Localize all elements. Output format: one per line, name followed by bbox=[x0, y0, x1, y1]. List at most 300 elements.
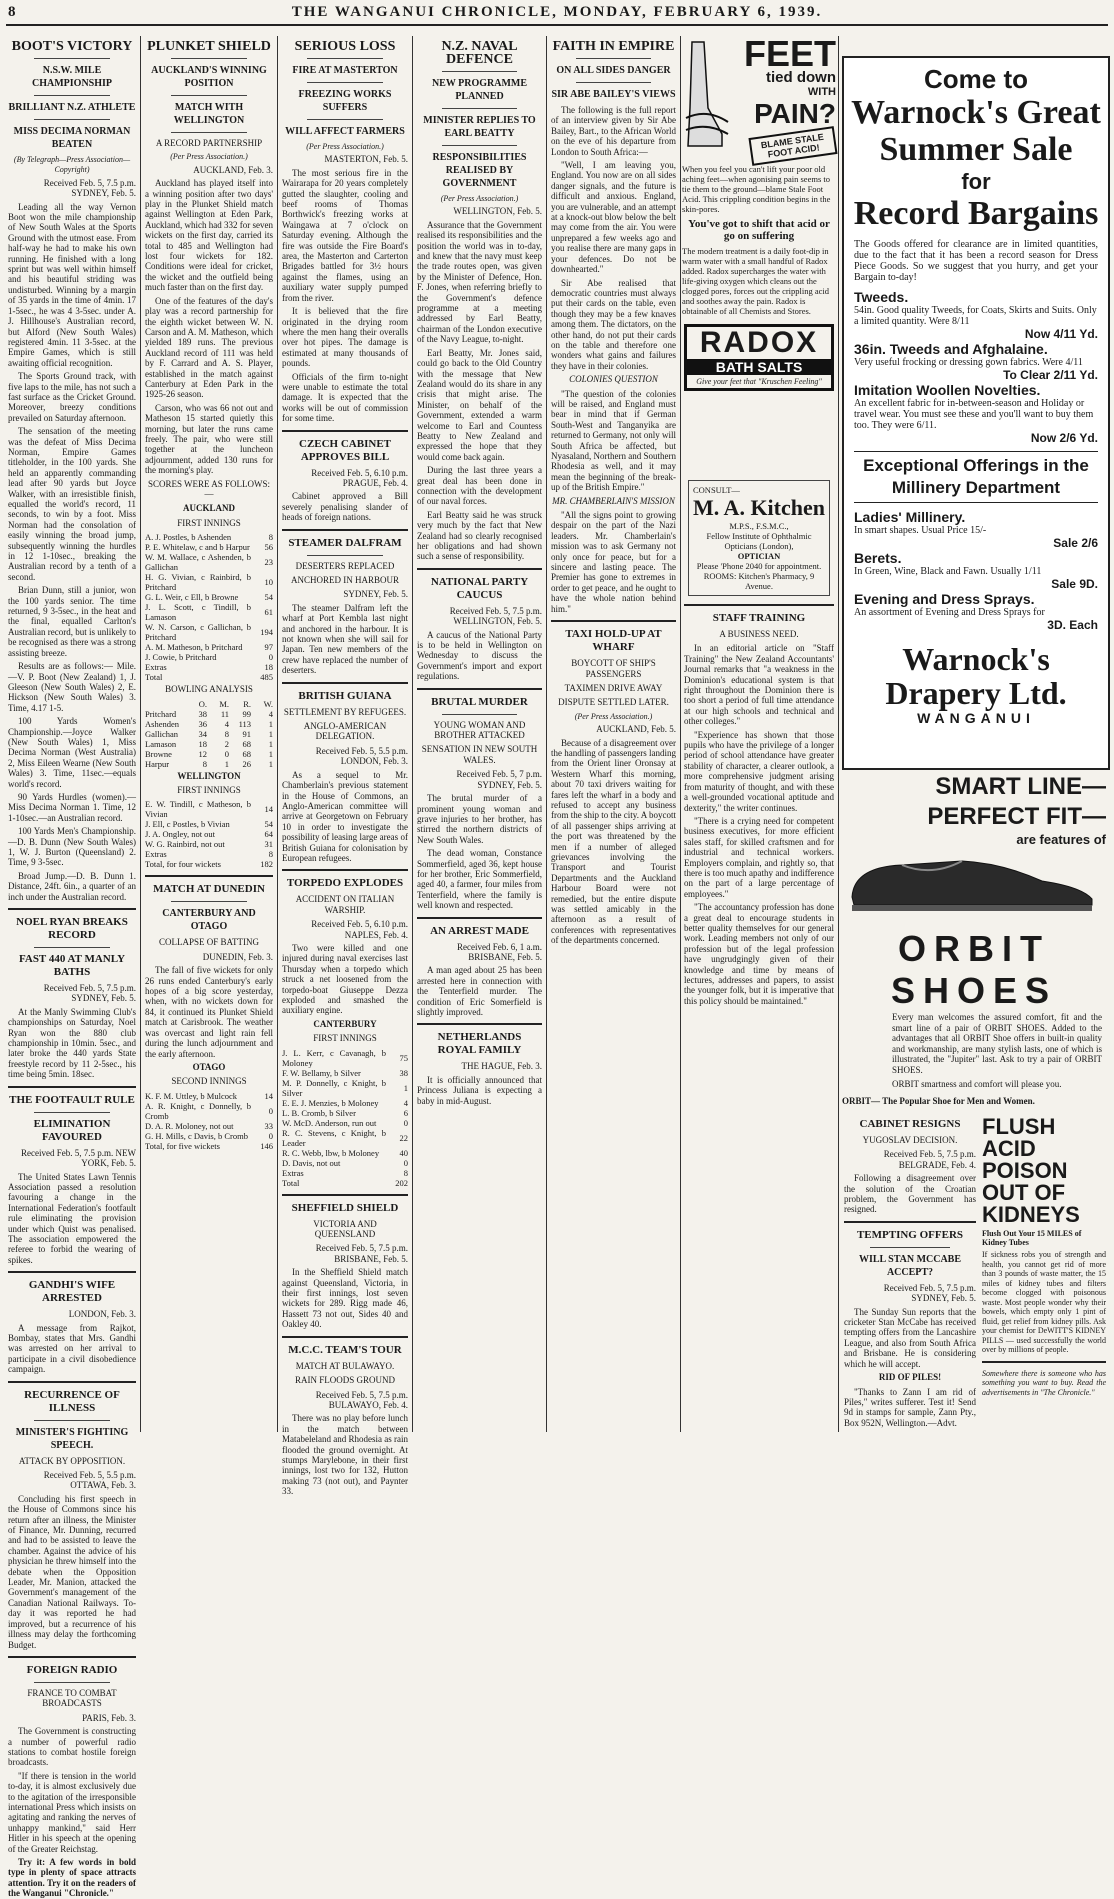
divider bbox=[282, 682, 408, 684]
subheadline: ATTACK BY OPPOSITION. bbox=[18, 1455, 126, 1466]
subheadline: ANCHORED IN HARBOUR bbox=[290, 575, 399, 585]
total-label: Total bbox=[145, 672, 163, 683]
divider bbox=[34, 119, 111, 120]
score-value: 38 bbox=[399, 1067, 408, 1078]
sale-item-price: Sale 2/6 bbox=[1053, 536, 1098, 550]
scorecard-row bbox=[282, 1048, 408, 1068]
article-paragraph: 100 Yards Men's Championship.—D. B. Dunn (New South Wales) 1, W. J. Burton (Queensland) 2. Time, 9 3-5sec. bbox=[8, 826, 136, 868]
scorecard-row bbox=[145, 829, 273, 839]
article-paragraph: The United States Lawn Tennis Association passed a resolution favouring a change in the International Federation's footfault rule eliminating the provision under which Quist was penalised. The association empowered the referee to forbid the wearing of spikes. bbox=[8, 1171, 136, 1265]
advert-subheadline: Flush Out Your 15 MILES of Kidney Tubes bbox=[982, 1229, 1082, 1247]
headline: GANDHI'S WIFE ARRESTED bbox=[28, 1279, 116, 1305]
batsman-entry: G. L. Weir, c Ell, b Browne bbox=[145, 592, 239, 603]
radox-logo bbox=[684, 324, 834, 391]
radox-brand: RADOX bbox=[699, 326, 819, 359]
score-value: 22 bbox=[399, 1132, 408, 1143]
batting-scorecard bbox=[145, 532, 273, 672]
article-paragraph: Earl Beatty, Mr. Jones said, could go back to the Old Country with the message that New Zealand would do its share in any crisis that might arise. The Minister, on behalf of the Government, extended a warm welcome to Earl and Countess Beatty to New Zealand and expressed the hope that they would come back again. bbox=[417, 347, 542, 462]
credit-line: (By Telegraph—Press Association—Copyright) bbox=[13, 155, 131, 175]
score-value: 75 bbox=[399, 1052, 408, 1063]
batsman-entry: H. G. Vivian, c Rainbird, b Pritchard bbox=[145, 572, 251, 593]
scorecard-row bbox=[145, 839, 273, 849]
divider bbox=[844, 1221, 976, 1223]
sale-item-list bbox=[844, 289, 1108, 445]
divider bbox=[307, 555, 383, 556]
subheadline: FAST 440 AT MANLY BATHS bbox=[18, 953, 126, 979]
brand-name: ORBIT SHOES bbox=[890, 928, 1058, 1011]
subheadline: CANTERBURY AND OTAGO bbox=[162, 908, 256, 933]
batsman-entry: Extras bbox=[145, 849, 167, 860]
sale-item-list bbox=[844, 509, 1108, 632]
credit-line: (Per Press Association.) bbox=[170, 152, 248, 162]
subheadline: RAIN FLOODS GROUND bbox=[294, 1375, 395, 1386]
subheadline: YUGOSLAV DECISION. bbox=[862, 1135, 958, 1145]
divider bbox=[576, 82, 651, 83]
score-value: 64 bbox=[264, 829, 273, 840]
sale-item-title: Imitation Woollen Novelties. bbox=[854, 382, 1041, 398]
sale-item-description: Very useful frocking or dressing gown fabrics. Were 4/11 bbox=[854, 357, 1083, 368]
divider bbox=[307, 82, 383, 83]
bowler-name: Lamason bbox=[145, 738, 177, 749]
batsman-entry: M. P. Donnelly, c Knight, b Silver bbox=[282, 1077, 386, 1098]
batsman-entry: J. Cowie, b Pritchard bbox=[145, 652, 217, 663]
advert-headline: Warnock's Great bbox=[851, 94, 1101, 131]
scorecard-row bbox=[145, 739, 273, 749]
divider bbox=[171, 901, 248, 902]
column-header: O. bbox=[198, 698, 207, 709]
divider bbox=[551, 620, 676, 622]
house-advert: Try it: A few words in bold type in plenty of space attracts attention. Try it on the readers of the Wanganui "Chronicle." bbox=[8, 1857, 136, 1899]
divider bbox=[171, 95, 248, 96]
score-value: 68 bbox=[242, 748, 251, 759]
score-value: 31 bbox=[264, 839, 273, 850]
column-7 bbox=[844, 1116, 976, 1432]
advert-text: OPTICIAN bbox=[737, 551, 781, 561]
bowler-name: Ashenden bbox=[145, 718, 179, 729]
scorecard-total-row bbox=[145, 672, 273, 682]
subheadline: TAXIMEN DRIVE AWAY bbox=[564, 682, 663, 693]
innings-label: FIRST INNINGS bbox=[177, 517, 241, 528]
innings-label: FIRST INNINGS bbox=[177, 785, 241, 796]
scorecard-row bbox=[145, 622, 273, 642]
score-value: 18 bbox=[198, 738, 207, 749]
dateline: Received Feb. 5, 6.10 p.m. PRAGUE, Feb. 4. bbox=[311, 467, 408, 488]
score-value: 14 bbox=[264, 1090, 273, 1101]
scorecard-total-row bbox=[145, 859, 273, 869]
subheadline: A RECORD PARTNERSHIP bbox=[155, 138, 263, 148]
sale-item-price: Now 4/11 Yd. bbox=[1024, 327, 1098, 341]
article-paragraph: "All the signs point to growing despair on the part of the Nazi leaders. Mr. Chamberlain's mission was to ask Germany not only once for peace, but for a sincere and lasting peace. The Premier has gone to extremes in order to get peace, and he ought to have the whole nation behind him." bbox=[551, 510, 676, 614]
dateline: Received Feb. 6, 1 a.m. BRISBANE, Feb. 5. bbox=[457, 941, 542, 962]
headline: NATIONAL PARTY CAUCUS bbox=[430, 575, 529, 601]
article-paragraph: "The accountancy profession has done a great deal to encourage students in better quality themselves for our general work. Leading members not only of our profession but of the legal profession have ungrudgingly given of their knowledge and time by means of lectures, addresses and papers, to assist the younger folk, but it is imperative that this policy should be maintained." bbox=[684, 902, 834, 1006]
scorecard-row bbox=[282, 1068, 408, 1078]
scorecard-row bbox=[282, 1168, 408, 1178]
warnock-sale-advert bbox=[842, 56, 1110, 770]
dateline: Received Feb. 5, 7.5 p.m. BULAWAYO, Feb. 4. bbox=[315, 1389, 408, 1410]
score-value: 34 bbox=[198, 728, 207, 739]
advert-headline: SMART LINE— bbox=[935, 773, 1106, 800]
article-paragraph: During the last three years a great deal has been done in connection with the development of our naval forces. bbox=[417, 465, 542, 507]
divider bbox=[8, 1271, 136, 1273]
batsman-entry: W. N. Carson, c Gallichan, b Pritchard bbox=[145, 622, 251, 643]
article-paragraph: As a sequel to Mr. Chamberlain's previous statement in the House of Commons, an Anglo-American committee will arrive at Georgetown on February 10 in order to investigate the possibility of leasing large areas of British Guiana for colonisation by European refugees. bbox=[282, 769, 408, 863]
article-paragraph: A message from Rajkot, Bombay, states that Mrs. Gandhi was arrested on her arrival to participate in a civil disobedience campaign. bbox=[8, 1322, 136, 1375]
article-paragraph: The following is the full report of an interview given by Sir Abe Bailey, Bart., to the African World on the eve of his departure from London to South Africa:— bbox=[551, 105, 676, 157]
article-paragraph: Leading all the way Vernon Boot won the mile championship of New South Wales at the Sports Ground with the utmost ease. From half-way he had to make his own running. He finished with a long sprint but was well within himself and his beautiful striding was undisturbed. Winning by a margin of 35 yards in the time of 4min. 17 1-5sec., he was 4 3-5sec. under A. J. Hillhouse's Australian record, but Alford (New South Wales) registered 4min. 11 3-5sec. at the Empire Games, which is still awaiting official recognition. bbox=[8, 201, 136, 368]
sale-item-description: An assortment of Evening and Dress Sprays for bbox=[854, 607, 1045, 618]
masthead bbox=[6, 4, 1108, 26]
headline: CZECH CABINET APPROVES BILL bbox=[299, 437, 391, 463]
divider bbox=[34, 947, 111, 948]
scorecard-row bbox=[282, 1158, 408, 1168]
subheadline: FREEZING WORKS SUFFERS bbox=[298, 89, 392, 113]
kitchen-optician-advert bbox=[688, 480, 830, 596]
column-rule bbox=[546, 36, 547, 1432]
dateline: MASTERTON, Feb. 5. bbox=[324, 154, 408, 165]
headline: STEAMER DALFRAM bbox=[288, 536, 402, 549]
scorecard-row bbox=[145, 652, 273, 662]
score-value: 12 bbox=[198, 748, 207, 759]
divider bbox=[171, 132, 248, 133]
column-header: R. bbox=[243, 698, 251, 709]
advert-headline: Record Bargains bbox=[853, 195, 1099, 232]
divider bbox=[417, 568, 542, 570]
headline: NETHERLANDS ROYAL FAMILY bbox=[437, 1031, 522, 1057]
subheadline: VICTORIA AND QUEENSLAND bbox=[313, 1218, 377, 1240]
section-heading: COLONIES QUESTION bbox=[569, 374, 658, 385]
subheadline: MATCH WITH WELLINGTON bbox=[173, 102, 245, 126]
column-4 bbox=[417, 38, 542, 1432]
subheadline: A BUSINESS NEED. bbox=[719, 629, 799, 639]
advert-text: CONSULT— bbox=[693, 485, 740, 495]
divider bbox=[282, 430, 408, 432]
column-rule bbox=[140, 36, 141, 1432]
subheadline: WILL AFFECT FARMERS bbox=[285, 126, 405, 137]
article-paragraph: Earl Beatty said he was struck very much by the fact that New Zealand had so clearly recognised her obligations and had shown such a sense of responsibility. bbox=[417, 509, 542, 562]
score-value: 91 bbox=[242, 728, 251, 739]
score-value: 11 bbox=[220, 708, 229, 719]
sale-item-title: Tweeds. bbox=[854, 289, 909, 305]
scorecard-row bbox=[145, 662, 273, 672]
article-paragraph: At the Manly Swimming Club's championships on Saturday, Noel Ryan won the 880 club championship in 10min. 5sec., and later broke the 440 yards State freestyle record by 11 2-5sec., his time being 5min. 18sec. bbox=[8, 1006, 136, 1080]
headline: RECURRENCE OF ILLNESS bbox=[24, 1388, 120, 1414]
advert-copy: When you feel you can't lift your poor old aching feet—when agonising pain seems to tie them to the ground—blame Stale Foot Acid. This crippling condition begins in the skin-pores. bbox=[682, 164, 831, 214]
divider bbox=[307, 58, 383, 59]
batsman-entry: F. W. Bellamy, b Silver bbox=[282, 1067, 361, 1078]
shoe-illustration bbox=[842, 847, 1102, 917]
team-name: AUCKLAND bbox=[182, 503, 235, 514]
batsman-entry: R. C. Webb, lbw, b Moloney bbox=[282, 1147, 380, 1158]
total-value: 146 bbox=[260, 1140, 273, 1151]
batsman-entry: A. J. Postles, b Ashenden bbox=[145, 532, 232, 543]
column-3 bbox=[282, 38, 408, 1497]
article-paragraph: "Thanks to Zann I am rid of Piles," writes sufferer. Test it! Send 9d in stamps for sample, Zann Pty., Box 952N, Wellington.—Advt. bbox=[844, 1386, 976, 1428]
advert-headline: FLUSH ACID POISON OUT OF KIDNEYS bbox=[982, 1114, 1080, 1227]
subheadline: ON ALL SIDES DANGER bbox=[556, 65, 671, 76]
column-6 bbox=[684, 472, 834, 1432]
scorecard-row bbox=[145, 719, 273, 729]
credit-line: (Per Press Association.) bbox=[306, 142, 384, 151]
scorecard-total-row bbox=[145, 1141, 273, 1151]
score-value: 2 bbox=[224, 738, 229, 749]
subheadline: YOUNG WOMAN AND BROTHER ATTACKED bbox=[433, 719, 526, 741]
article-paragraph: Sir Abe realised that democratic countries must always put their cards on the table, even though they may be a few knaves among them. The dictators, on the other hand, do not put their cards on the table and therefore one wonders what gains and failures they have in their colonies. bbox=[551, 277, 676, 371]
headline: AN ARREST MADE bbox=[430, 924, 529, 937]
batsman-entry: R. C. Stevens, c Knight, b Leader bbox=[282, 1127, 386, 1148]
batting-scorecard bbox=[145, 1091, 273, 1141]
article-paragraph: The fall of five wickets for only 26 runs ended Canterbury's early hopes of a big score yesterday, when, with no wickets down for 84, it continued its Plunket Shield match at Carisbrook. The weather was overcast and light rain fell during the lunch adjournment and the early afternoon. bbox=[145, 965, 273, 1059]
score-value: 4 bbox=[403, 1097, 408, 1108]
dateline: Received Feb. 5, 5.5 p.m. OTTAWA, Feb. 3. bbox=[43, 1470, 136, 1491]
batsman-entry: J. A. Ongley, not out bbox=[145, 829, 216, 840]
divider bbox=[8, 1381, 136, 1383]
article-paragraph: The Government is constructing a number of powerful radio stations to combat hostile foreign broadcasts. bbox=[8, 1726, 136, 1768]
score-value: 8 bbox=[202, 758, 207, 769]
scorecard-row bbox=[145, 532, 273, 542]
sale-item-title: Berets. bbox=[854, 550, 902, 566]
article-paragraph: Because of a disagreement over the handling of passengers landing from the Orient liner Oronsay at Western Wharf this morning, about 70 taxi drivers waiting for fares left the wharf in a body and refused to accept any business from the ship to the city. A boycott of all passenger ships arriving at the port was threatened by the men if a number of alleged grievances involving the Transport and Tourist Departments and the Auckland Harbour Board were not remedied, but the entire dispute was settled amicably in the afternoon as a result of conferences with representatives of the departments concerned. bbox=[551, 737, 676, 946]
feet-headline: WITH bbox=[807, 86, 836, 98]
store-town: WANGANUI bbox=[917, 710, 1035, 726]
divider bbox=[417, 1023, 542, 1025]
divider bbox=[442, 145, 517, 146]
innings-label: FIRST INNINGS bbox=[313, 1033, 377, 1044]
newspaper-title: THE WANGANUI CHRONICLE, MONDAY, FEBRUARY 6, 1939. bbox=[291, 4, 823, 20]
scorecard-row bbox=[145, 602, 273, 622]
article-paragraph: "If there is tension in the world to-day, it is almost exclusively due to the agitation of the irresponsible international Press which insists on agitating and ranking the nerves of unhappy mankind," said Herr Hitler in his speech at the opening of the Greater Reichstag. bbox=[8, 1770, 136, 1854]
batsman-entry: E. E. J. Menzies, b Moloney bbox=[282, 1097, 379, 1108]
score-value: 97 bbox=[264, 642, 273, 653]
column-1 bbox=[8, 38, 136, 1899]
scorecard-row bbox=[145, 1091, 273, 1101]
batsman-entry: A. M. Matheson, b Pritchard bbox=[145, 642, 243, 653]
advert-copy: The Goods offered for clearance are in limited quantities, due to the fact that it has been a record season for Dress Piece Goods. So we suggest that you hurry, and get your Bargain to-day! bbox=[854, 239, 1098, 283]
score-value: 1 bbox=[268, 738, 273, 749]
subheadline: MINISTER'S FIGHTING SPEECH. bbox=[15, 1426, 129, 1451]
scorecard-row bbox=[282, 1078, 408, 1098]
dateline: LONDON, Feb. 3. bbox=[68, 1309, 136, 1320]
headline: BRITISH GUIANA bbox=[298, 689, 392, 702]
score-value: 113 bbox=[238, 718, 251, 729]
article-paragraph: A caucus of the National Party is to be held in Wellington on Wednesday to discuss the Government's import and export regulations. bbox=[417, 629, 542, 682]
sale-item bbox=[844, 509, 1108, 550]
dateline: Received Feb. 5, 6.10 p.m. NAPLES, Feb. 4. bbox=[311, 919, 408, 940]
subheadline: RESPONSIBILITIES REALISED BY GOVERNMENT bbox=[432, 152, 527, 189]
divider bbox=[282, 1194, 408, 1196]
sale-item-description: 54in. Good quality Tweeds, for Coats, Skirts and Suits. Only a limited quantity. Were 8/11 bbox=[854, 305, 1097, 327]
subheadline: DISPUTE SETTLED LATER. bbox=[558, 697, 669, 708]
advert-text: Please 'Phone 2040 for appointment. bbox=[696, 561, 822, 571]
score-value: 4 bbox=[224, 718, 229, 729]
total-value: 485 bbox=[260, 672, 273, 683]
bowler-name: Gallichan bbox=[145, 728, 179, 739]
sale-item-description: An excellent fabric for in-between-season and Holiday or travel wear. You must see these and you'll want to buy them too. They were 6/11. bbox=[854, 398, 1094, 431]
article-paragraph: There was no play before lunch in the match between Matabeleland and Rhodesia as rain flooded the ground overnight. At stumps Marylebone, in their first innings, lost two for 132, Hutton making 73 (not out), and Paynter 33. bbox=[282, 1413, 408, 1497]
article-paragraph: In an editorial article on "Staff Training" the New Zealand Accountants' Journal remarks that "a weakness in the Dominion's educational system is that right throughout the Dominion there is too short a period of full time attendance at our high schools and technical and other colleges." bbox=[684, 643, 834, 727]
score-value: 26 bbox=[242, 758, 251, 769]
advert-headline: Come to bbox=[924, 64, 1028, 94]
divider bbox=[34, 1682, 111, 1683]
score-value: 1 bbox=[224, 758, 229, 769]
scorecard-row bbox=[145, 749, 273, 759]
dateline: Received Feb. 5, 7.5 p.m. BRISBANE, Feb. 5. bbox=[315, 1243, 408, 1264]
scorecard-row bbox=[145, 1101, 273, 1121]
scorecard-row bbox=[145, 1131, 273, 1141]
divider bbox=[576, 58, 651, 59]
scorecard-row bbox=[145, 799, 273, 819]
column-rule bbox=[277, 36, 278, 1432]
divider bbox=[8, 1656, 136, 1658]
sale-item bbox=[844, 341, 1108, 382]
advert-headline: PERFECT FIT— bbox=[927, 803, 1106, 830]
batsman-entry: P. E. Whitelaw, c and b Harpur bbox=[145, 542, 250, 553]
score-value: 8 bbox=[224, 728, 229, 739]
article-paragraph: The brutal murder of a prominent young woman and grave injuries to her brother, has stirred the northern districts of New South Wales. bbox=[417, 793, 542, 845]
score-value: 1 bbox=[268, 728, 273, 739]
batsman-entry: W. M. Wallace, c Ashenden, b Gallichan bbox=[145, 552, 251, 573]
headline: TAXI HOLD-UP AT WHARF bbox=[565, 628, 662, 654]
score-value: 0 bbox=[268, 1130, 273, 1141]
score-value: 10 bbox=[264, 577, 273, 588]
sale-item bbox=[844, 550, 1108, 591]
bowler-name: Pritchard bbox=[145, 708, 177, 719]
scorecard-row bbox=[145, 572, 273, 592]
divider bbox=[282, 869, 408, 871]
article-paragraph: Broad Jump.—D. B. Dunn 1. Distance, 24ft. 6in., a quarter of an inch under the Australian record. bbox=[8, 870, 136, 902]
scorecard-row bbox=[145, 849, 273, 859]
column-header: M. bbox=[219, 698, 229, 709]
section-heading: MR. CHAMBERLAIN'S MISSION bbox=[552, 495, 675, 506]
headline: THE FOOTFAULT RULE bbox=[9, 1093, 135, 1106]
bowler-name: Harpur bbox=[145, 758, 170, 769]
subheadline: N.S.W. MILE CHAMPIONSHIP bbox=[32, 65, 112, 89]
sale-item bbox=[844, 382, 1108, 445]
article-paragraph: It is believed that the fire originated in the drying room where the men hang their overalls over hot pipes. The damage is estimated at many thousands of pounds. bbox=[282, 306, 408, 369]
column-5 bbox=[551, 38, 676, 1432]
article-paragraph: It is officially announced that Princess Juliana is expecting a baby in mid-August. bbox=[417, 1074, 542, 1106]
score-value: 54 bbox=[264, 819, 273, 830]
article-paragraph: Cabinet approved a Bill severely penalising slander of heads of foreign nations. bbox=[282, 491, 408, 523]
article-paragraph: The steamer Dalfram left the wharf at Port Kembla last night and anchored in the harbour. It is not known when she will sail for Japan. Ten new members of the crew have replaced the number of deserters. bbox=[282, 602, 408, 676]
divider bbox=[8, 908, 136, 910]
divider bbox=[442, 71, 517, 72]
batsman-entry: G. H. Mills, c Davis, b Cromb bbox=[145, 1130, 248, 1141]
subheadline: SENSATION IN NEW SOUTH WALES. bbox=[421, 744, 538, 765]
divider bbox=[870, 1247, 949, 1248]
scorecard-row bbox=[145, 729, 273, 739]
scorecard-row bbox=[145, 592, 273, 602]
scores-heading: SCORES WERE AS FOLLOWS:— bbox=[147, 478, 271, 499]
subheadline: WILL STAN MCCABE ACCEPT? bbox=[858, 1253, 962, 1278]
feet-headline: tied down bbox=[766, 69, 836, 86]
dateline: Received Feb. 5, 7.5 p.m. NEW YORK, Feb. 5. bbox=[21, 1147, 136, 1169]
score-value: 38 bbox=[198, 708, 207, 719]
dateline: Received Feb. 5, 7.5 p.m. SYDNEY, Feb. 5. bbox=[43, 983, 136, 1004]
feet-advert bbox=[682, 33, 836, 468]
subheadline: ACCIDENT ON ITALIAN WARSHIP. bbox=[295, 894, 395, 915]
score-value: 33 bbox=[264, 1120, 273, 1131]
article-paragraph: A man aged about 25 has been arrested here in connection with the Tenterfield murder. The condition of Eric Somerfield is slightly improved. bbox=[417, 965, 542, 1017]
total-value: 182 bbox=[260, 859, 273, 870]
sale-item-description: In smart shapes. Usual Price 15/- bbox=[854, 525, 987, 536]
batsman-entry: J. L. Scott, c Tindill, b Lamason bbox=[145, 602, 251, 623]
headline: SERIOUS LOSS bbox=[294, 39, 396, 54]
article-paragraph: The sensation of the meeting was the defeat of Miss Decima Norman, Empire Games titleholder, in the 100 yards. She held an apparently commanding lead after 90 yards but Joyce Walker, with an irresistible finish, equalled the world's record, 11 seconds, to win by a foot. Miss Norman had the consolation of easily winning the broad jump, subsequently winning the hurdles in 12 1-10sec., breaking the Australian record by a tenth of a second. bbox=[8, 426, 136, 582]
total-value: 202 bbox=[395, 1177, 408, 1188]
article-paragraph: Officials of the firm to-night were unable to estimate the total damage. It is expected that the works will be out of commission for some time. bbox=[282, 371, 408, 424]
advert-tagline: ORBIT— The Popular Shoe for Men and Women. bbox=[842, 1095, 1035, 1106]
batsman-entry: K. F. M. Uttley, b Mulcock bbox=[145, 1090, 238, 1101]
team-name: OTAGO bbox=[192, 1061, 226, 1072]
batsman-entry: D. A. R. Moloney, not out bbox=[145, 1120, 234, 1131]
subheadline: COLLAPSE OF BATTING bbox=[158, 937, 259, 948]
orbit-shoes-advert bbox=[842, 772, 1106, 1110]
article-paragraph: 90 Yards Hurdles (women).—Miss Decima Norman 1. Time, 12 1-10sec.—an Australian record. bbox=[8, 791, 136, 823]
scorecard-row bbox=[282, 1108, 408, 1118]
divider bbox=[34, 1420, 111, 1421]
article-paragraph: 100 Yards Women's Championship.—Joyce Walker (New South Wales) 1, Miss Decima Norman (West Australia) 2, Miss Eileen Wearne (New South Wales) 3. Time, 11sec.—equals world's record. bbox=[8, 716, 136, 789]
batsman-entry: D. Davis, not out bbox=[282, 1157, 341, 1168]
divider bbox=[34, 95, 111, 96]
dateline: Received Feb. 5, 7.5 p.m. SYDNEY, Feb. 5. bbox=[883, 1282, 976, 1304]
advert-text: M.P.S., F.S.M.C., bbox=[729, 521, 789, 531]
divider bbox=[145, 875, 273, 877]
advert-copy: ORBIT smartness and comfort will please you. bbox=[892, 1079, 1062, 1089]
score-value: 54 bbox=[264, 592, 273, 603]
divider bbox=[684, 604, 834, 606]
divider bbox=[282, 529, 408, 531]
team-name: WELLINGTON bbox=[177, 770, 241, 781]
headline: MATCH AT DUNEDIN bbox=[153, 883, 265, 896]
column-header: W. bbox=[263, 698, 273, 709]
column-rule bbox=[680, 36, 681, 1432]
headline: M.C.C. TEAM'S TOUR bbox=[288, 1343, 402, 1356]
score-value: 18 bbox=[264, 662, 273, 673]
total-label: Total bbox=[282, 1177, 300, 1188]
article-paragraph: The Sunday Sun reports that the cricketer Stan McCabe has received tempting offers from the Lancashire League, and also from South Africa and Brisbane. He is considering which he will accept. bbox=[844, 1306, 976, 1369]
batsman-entry: Extras bbox=[282, 1167, 304, 1178]
score-value: 4 bbox=[268, 708, 273, 719]
score-value: 99 bbox=[242, 708, 251, 719]
divider bbox=[8, 1086, 136, 1088]
house-advert: Somewhere there is someone who has something you want to buy. Read the advertisements in "The Chronicle." bbox=[982, 1368, 1106, 1397]
article-paragraph: One of the features of the day's play was a record partnership for the eighth wicket between W. N. Carson and A. M. Matheson, which yielded 189 runs. The previous Auckland record of 111 was held by F. Carrard and A. S. Player, established in the match against Canterbury at Eden Park in the 1925-26 season. bbox=[145, 295, 273, 400]
total-label: Total, for five wickets bbox=[145, 1140, 220, 1151]
batsman-entry: W. G. Rainbird, not out bbox=[145, 839, 225, 850]
blame-stamp: BLAME STALE FOOT ACID! bbox=[748, 126, 837, 166]
score-value: 36 bbox=[198, 718, 207, 729]
scorecard-row bbox=[145, 542, 273, 552]
dateline: Received Feb. 5, 7.5 p.m. SYDNEY, Feb. 5. bbox=[43, 177, 136, 199]
advert-copy: The modern treatment is a daily foot-dip in warm water with a small handful of Radox added. Radox supercharges the water with life-giving oxygen which cleans out the clogged pores, forces out the crippling acid and soothes away the pain. Radox is obtainable of all Chemists and Stores. bbox=[682, 246, 830, 316]
article-paragraph: The Sports Ground track, with five laps to the mile, has not such a fast surface as the Cricket Ground. Moreover, breezy conditions prevailed on Saturday afternoon. bbox=[8, 371, 136, 423]
advertiser-name: M. A. Kitchen bbox=[693, 495, 825, 520]
score-value: 1 bbox=[403, 1082, 408, 1093]
score-value: 40 bbox=[399, 1147, 408, 1158]
batsman-entry: L. B. Cromb, b Silver bbox=[282, 1107, 356, 1118]
article-paragraph: "There is a crying need for competent business executives, for more efficient sales staff, for skilled craftsmen and for industrial and technical workers. Employers complain, and rightly so, that there is too much apathy and indifference on the part of a large percentage of employees." bbox=[684, 815, 834, 899]
score-value: 1 bbox=[268, 748, 273, 759]
batsman-entry: E. W. Tindill, c Matheson, b Vivian bbox=[145, 799, 251, 820]
subheadline: FIRE AT MASTERTON bbox=[292, 65, 398, 76]
store-sign: Warnock's Drapery Ltd. bbox=[885, 641, 1067, 711]
subheadline: BOYCOTT OF SHIP'S PASSENGERS bbox=[571, 658, 656, 679]
dateline: DUNEDIN, Feb. 3. bbox=[202, 951, 273, 962]
article-paragraph: In the Sheffield Shield match against Queensland, Victoria, in their first innings, lost seven wickets for 289. Rigg made 46, Hassett 73 not out, Sides 40 and Oakley 40. bbox=[282, 1267, 408, 1330]
score-value: 61 bbox=[264, 607, 273, 618]
radox-product: BATH SALTS bbox=[687, 359, 831, 375]
